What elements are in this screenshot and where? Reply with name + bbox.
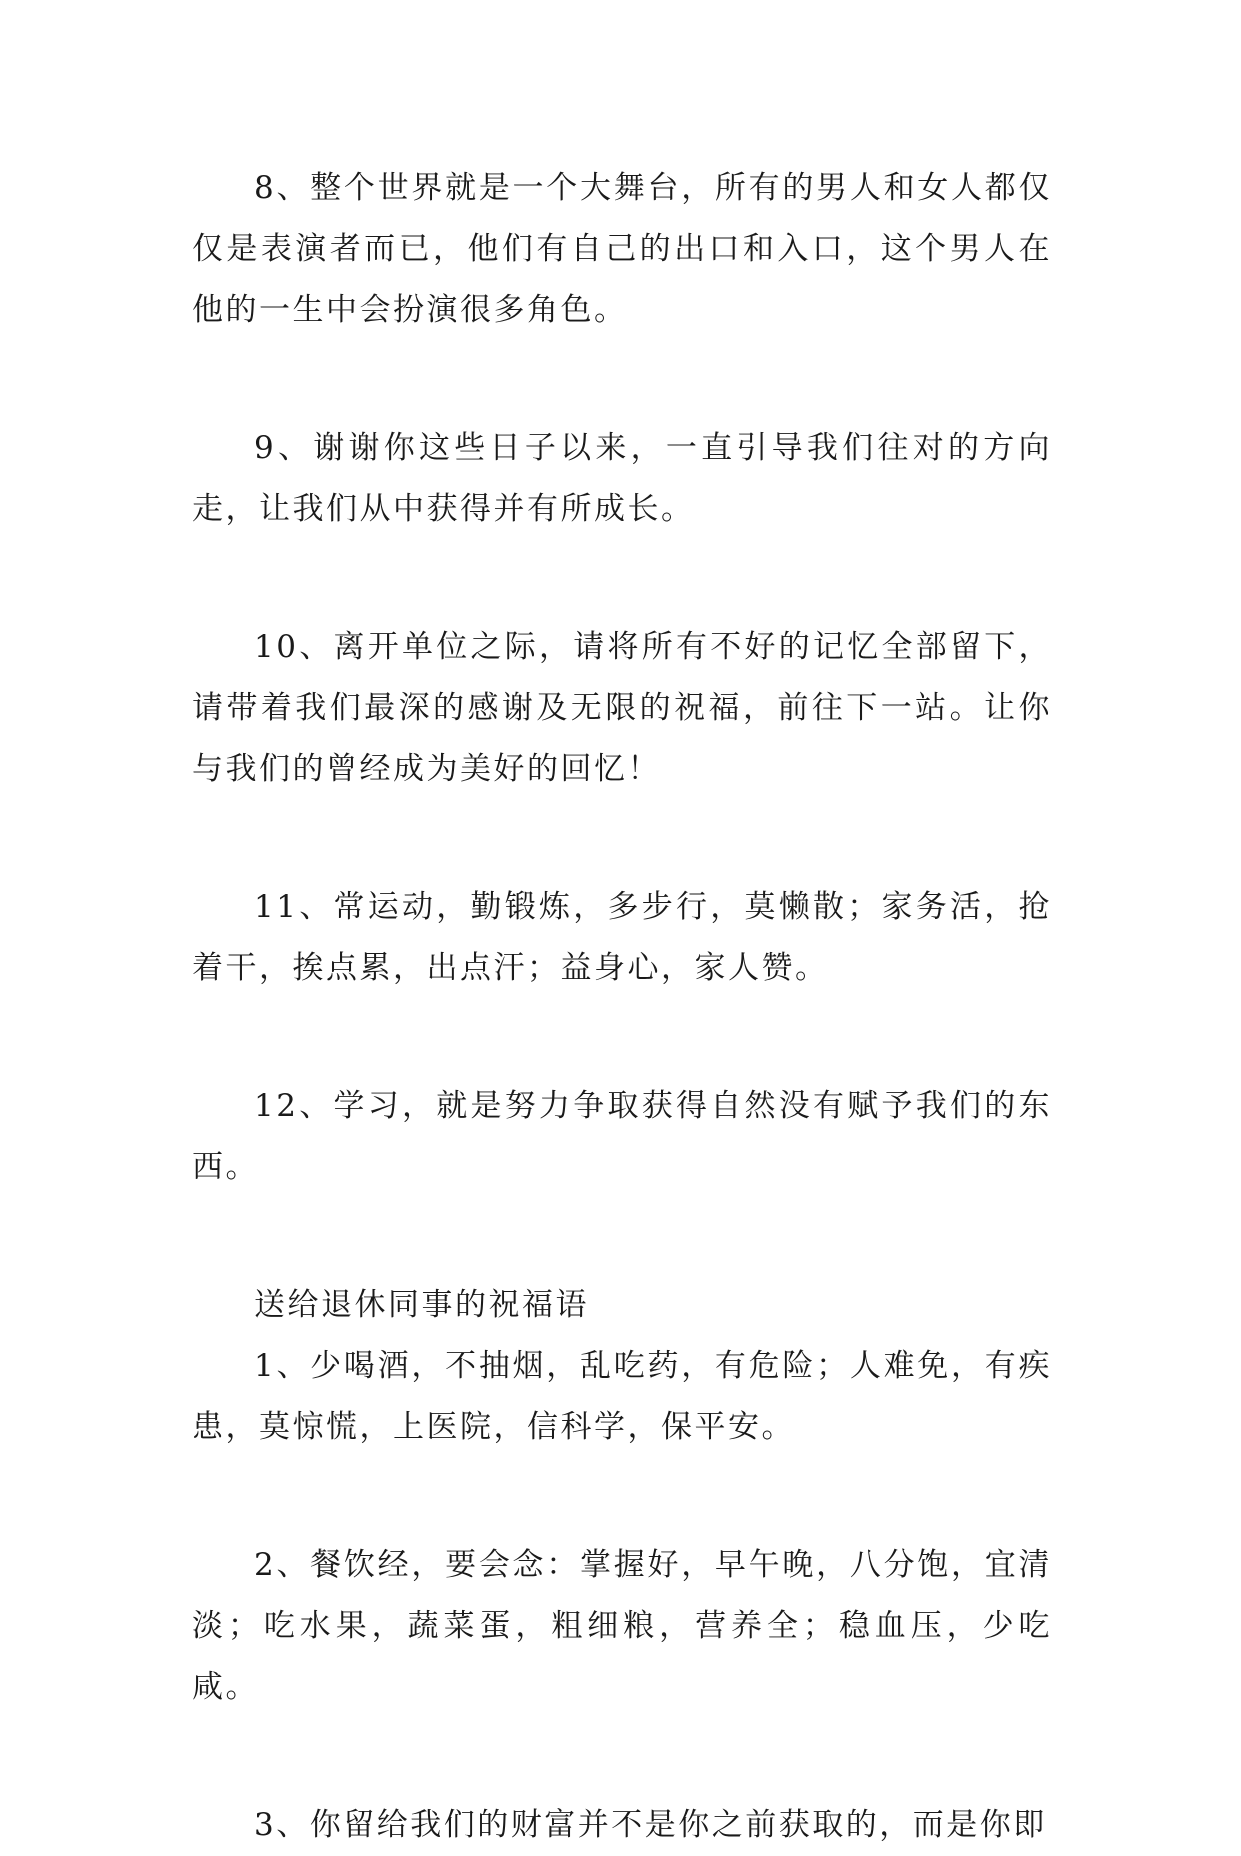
section-heading: 送给退休同事的祝福语 — [254, 1287, 589, 1323]
section-paragraph-1: 1、少喝酒，不抽烟，乱吃药，有危险；人难免，有疾患，莫惊慌，上医院，信科学，保平安。 — [192, 1348, 1052, 1445]
section-paragraph-3: 3、你留给我们的财富并不是你之前获取的，而是你即 — [254, 1807, 1047, 1843]
paragraph-10: 10、离开单位之际，请将所有不好的记忆全部留下，请带着我们最深的感谢及无限的祝福，前往下一站。让你与我们的曾经成为美好的回忆！ — [192, 629, 1052, 787]
paragraph-8: 8、整个世界就是一个大舞台，所有的男人和女人都仅仅是表演者而已，他们有自己的出口和入口，这个男人在他的一生中会扮演很多角色。 — [192, 170, 1052, 328]
paragraph-11: 11、常运动，勤锻炼，多步行，莫懒散；家务活，抢着干，挨点累，出点汗；益身心，家人赞。 — [192, 889, 1052, 986]
section-paragraph-2: 2、餐饮经，要会念：掌握好，早午晚，八分饱，宜清淡；吃水果，蔬菜蛋，粗细粮，营养全；稳血压，少吃咸。 — [192, 1547, 1052, 1705]
paragraph-9: 9、谢谢你这些日子以来，一直引导我们往对的方向走，让我们从中获得并有所成长。 — [192, 430, 1052, 527]
paragraph-12: 12、学习，就是努力争取获得自然没有赋予我们的东西。 — [192, 1088, 1052, 1185]
document-body — [192, 158, 1052, 1856]
